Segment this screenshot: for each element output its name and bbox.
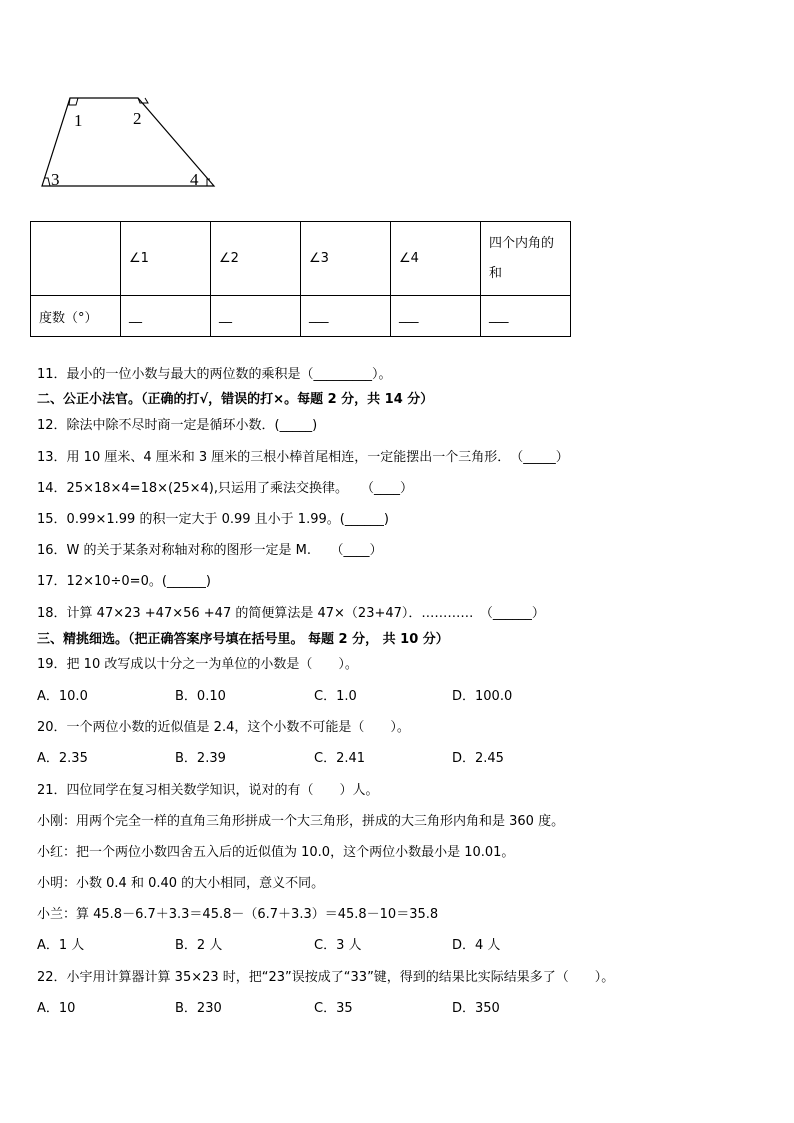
table-header-angle2: ∠2 bbox=[211, 222, 301, 296]
table-blank-angle4[interactable]: ___ bbox=[391, 296, 481, 337]
angle-label-4: 4 bbox=[190, 170, 199, 189]
table-blank-angle2[interactable]: __ bbox=[211, 296, 301, 337]
question-18: 18．计算 47×23 +47×56 +47 的简便算法是 47×（23+47）．………… （______） bbox=[37, 606, 545, 621]
q19-option-a[interactable]: A．10.0 bbox=[37, 689, 88, 704]
section-2-heading: 二、公正小法官。（正确的打√，错误的打×。每题 2 分，共 14 分） bbox=[37, 392, 434, 407]
table-blank-sum[interactable]: ___ bbox=[481, 296, 571, 337]
question-13: 13．用 10 厘米、4 厘米和 3 厘米的三根小棒首尾相连，一定能摆出一个三角形． （_____） bbox=[37, 450, 569, 465]
q19-option-c[interactable]: C．1.0 bbox=[314, 689, 357, 704]
question-15: 15．0.99×1.99 的积一定大于 0.99 且小于 1.99。(______) bbox=[37, 512, 389, 527]
q21-statement-xiaolan: 小兰：算 45.8－6.7＋3.3＝45.8－（6.7＋3.3）＝45.8－10＝35.8 bbox=[37, 907, 439, 922]
question-20-stem: 20．一个两位小数的近似值是 2.4，这个小数不可能是（ ）。 bbox=[37, 720, 410, 735]
trapezoid-figure bbox=[30, 88, 230, 192]
q19-option-b[interactable]: B．0.10 bbox=[175, 689, 226, 704]
question-12: 12．除法中除不尽时商一定是循环小数．(_____) bbox=[37, 418, 318, 433]
table-header-angle3: ∠3 bbox=[301, 222, 391, 296]
table-header-sum: 四个内角的和 bbox=[481, 222, 571, 296]
q21-option-a[interactable]: A．1 人 bbox=[37, 938, 85, 953]
q22-option-a[interactable]: A．10 bbox=[37, 1001, 76, 1016]
table-header-angle1: ∠1 bbox=[121, 222, 211, 296]
table-header-empty bbox=[31, 222, 121, 296]
q20-option-d[interactable]: D．2.45 bbox=[452, 751, 504, 766]
q19-option-d[interactable]: D．100.0 bbox=[452, 689, 513, 704]
question-11: 11．最小的一位小数与最大的两位数的乘积是（_________）。 bbox=[37, 367, 392, 382]
table-blank-angle1[interactable]: __ bbox=[121, 296, 211, 337]
trapezoid-shape bbox=[42, 98, 214, 186]
table-header-row bbox=[31, 222, 571, 296]
q21-statement-xiaoming: 小明：小数 0.4 和 0.40 的大小相同，意义不同。 bbox=[37, 876, 325, 891]
angle-label-3: 3 bbox=[51, 170, 60, 189]
q21-statement-xiaohong: 小红：把一个两位小数四舍五入后的近似值为 10.0，这个两位小数最小是 10.01。 bbox=[37, 845, 515, 860]
angle-1-marker bbox=[69, 98, 78, 105]
section-3-heading: 三、精挑细选。（把正确答案序号填在括号里。 每题 2 分， 共 10 分） bbox=[37, 632, 449, 647]
q21-option-c[interactable]: C．3 人 bbox=[314, 938, 362, 953]
table-header-angle4: ∠4 bbox=[391, 222, 481, 296]
angle-2-marker bbox=[138, 98, 148, 103]
q22-option-d[interactable]: D．350 bbox=[452, 1001, 500, 1016]
question-16: 16．W 的关于某条对称轴对称的图形一定是 M. （____） bbox=[37, 543, 383, 558]
q20-option-a[interactable]: A．2.35 bbox=[37, 751, 88, 766]
q22-option-b[interactable]: B．230 bbox=[175, 1001, 222, 1016]
q21-option-b[interactable]: B．2 人 bbox=[175, 938, 223, 953]
question-22-stem: 22．小宇用计算器计算 35×23 时，把“23”误按成了“33”键，得到的结果比实际结果多了（ ）。 bbox=[37, 970, 615, 985]
q22-option-c[interactable]: C．35 bbox=[314, 1001, 353, 1016]
question-17: 17．12×10÷0=0。(______) bbox=[37, 574, 211, 589]
q20-option-c[interactable]: C．2.41 bbox=[314, 751, 366, 766]
angle-3-marker bbox=[44, 178, 50, 186]
q21-option-d[interactable]: D．4 人 bbox=[452, 938, 501, 953]
table-value-row bbox=[31, 296, 571, 337]
angle-label-2: 2 bbox=[133, 109, 142, 128]
table-row-label: 度数（°） bbox=[31, 296, 121, 337]
question-14: 14．25×18×4=18×(25×4),只运用了乘法交换律。 （____） bbox=[37, 481, 413, 496]
angle-table bbox=[30, 221, 571, 337]
q20-option-b[interactable]: B．2.39 bbox=[175, 751, 226, 766]
table-blank-angle3[interactable]: ___ bbox=[301, 296, 391, 337]
question-19-stem: 19．把 10 改写成以十分之一为单位的小数是（ ）。 bbox=[37, 657, 358, 672]
q21-statement-xiaogang: 小刚：用两个完全一样的直角三角形拼成一个大三角形，拼成的大三角形内角和是 360 度。 bbox=[37, 814, 565, 829]
angle-label-1: 1 bbox=[74, 111, 83, 130]
question-21-stem: 21．四位同学在复习相关数学知识，说对的有（ ）人。 bbox=[37, 783, 379, 798]
